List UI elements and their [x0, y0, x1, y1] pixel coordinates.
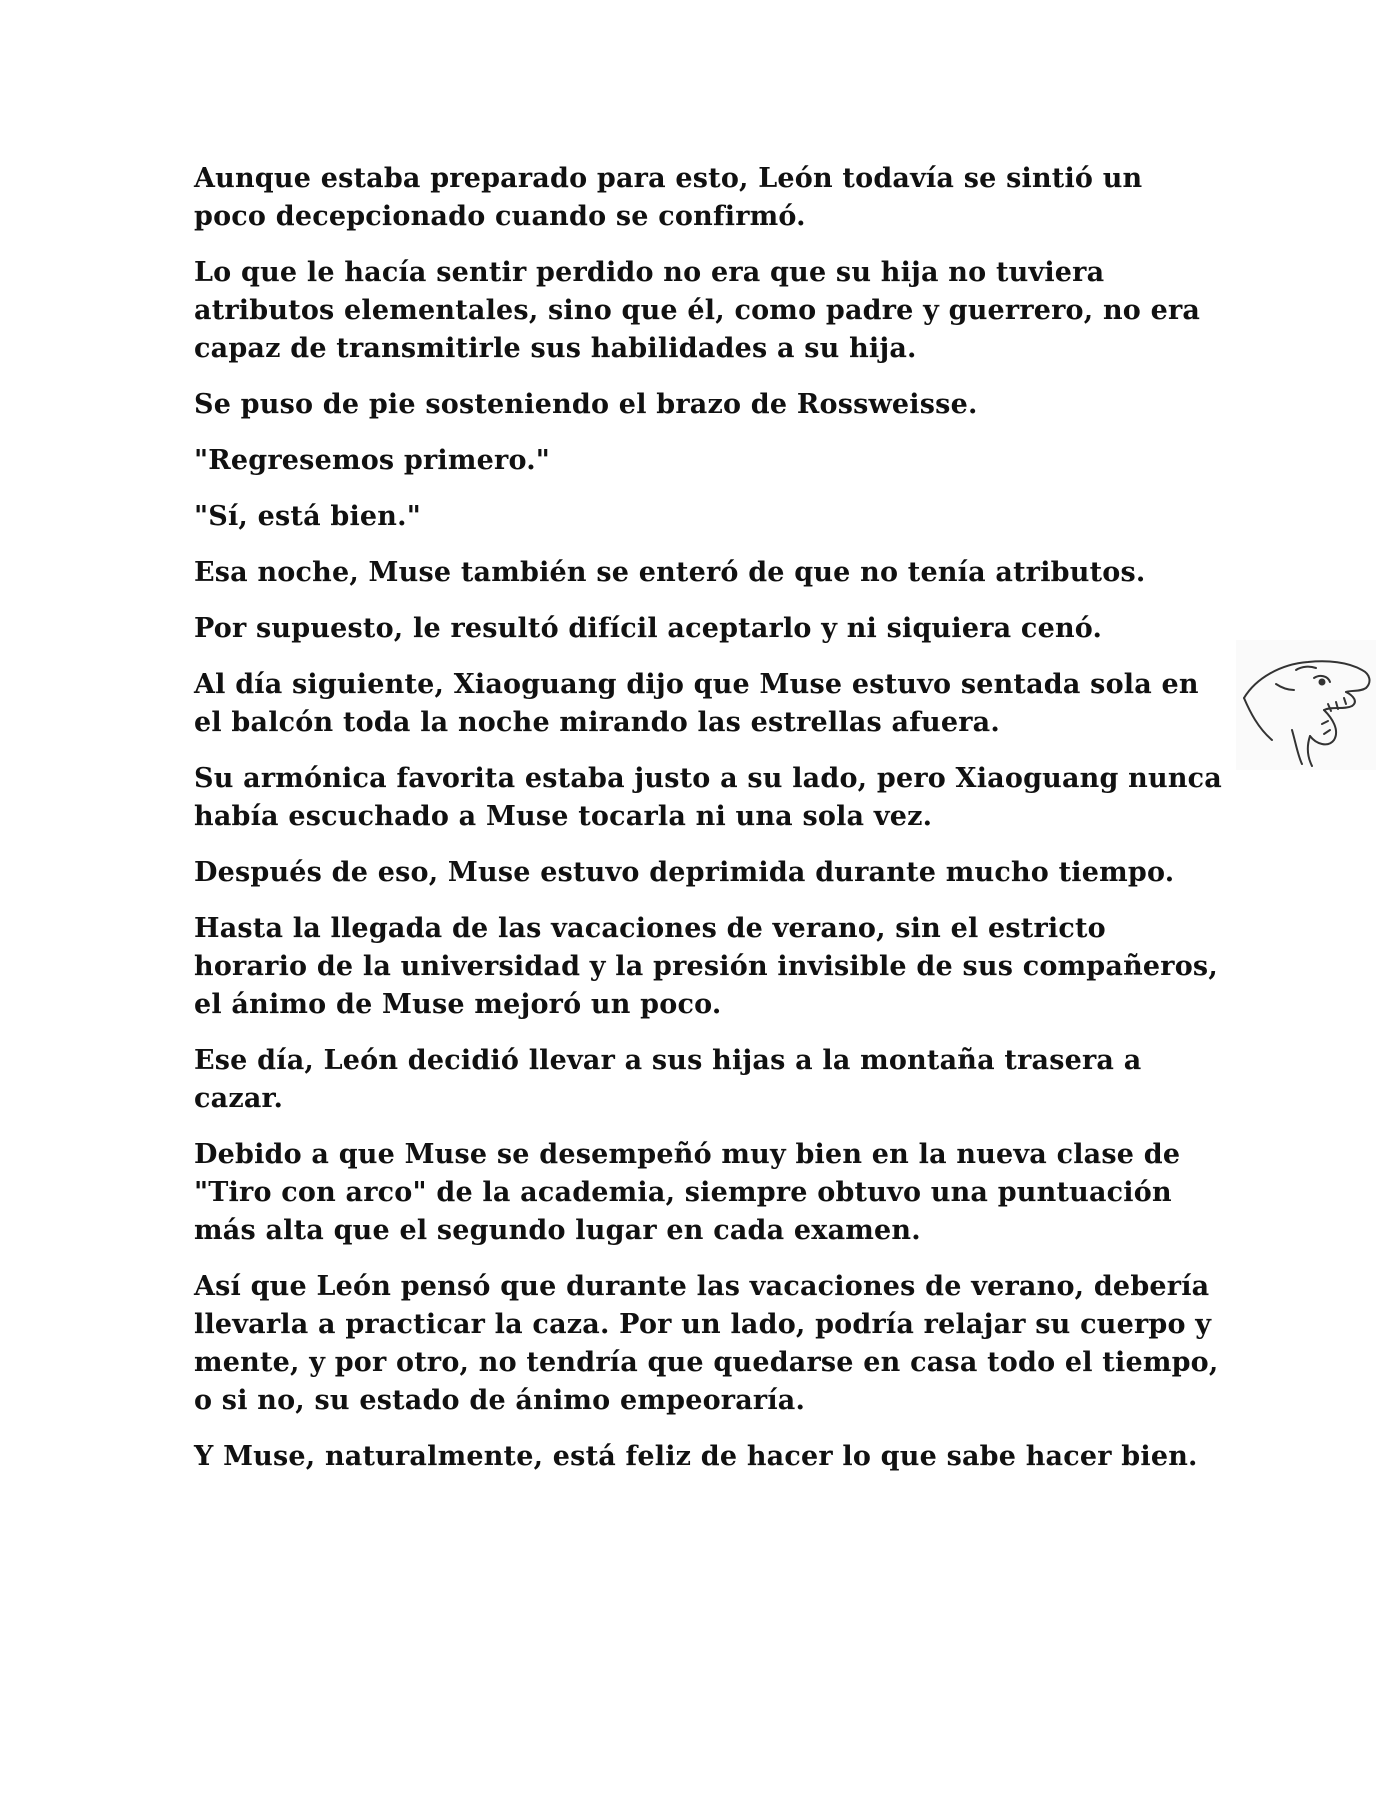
paragraph: Después de eso, Muse estuvo deprimida durante mucho tiempo. — [194, 857, 1175, 888]
paragraph: Por supuesto, le resultó difícil aceptarlo y ni siquiera cenó. — [194, 613, 1103, 644]
paragraph: Lo que le hacía sentir perdido no era que su hija no tuviera atributos elementales, sino que él, como padre y guerrero, no era capaz de transmitirle sus habilidades a su hija. — [194, 257, 1201, 364]
paragraph: Aunque estaba preparado para esto, León todavía se sintió un poco decepcionado cuando se confirmó. — [194, 163, 1143, 232]
paragraph: Hasta la llegada de las vacaciones de verano, sin el estricto horario de la universidad y la presión invisible de sus compañeros, el ánimo de Muse mejoró un poco. — [194, 913, 1218, 1020]
paragraph: Esa noche, Muse también se enteró de que no tenía atributos. — [194, 557, 1146, 588]
paragraph: Ese día, León decidió llevar a sus hijas a la montaña trasera a cazar. — [194, 1045, 1142, 1114]
paragraph: Se puso de pie sosteniendo el brazo de Rossweisse. — [194, 389, 978, 420]
paragraph: "Regresemos primero." — [194, 445, 551, 476]
dinosaur-head-sketch-icon — [1236, 640, 1376, 770]
paragraph: Así que León pensó que durante las vacaciones de verano, debería llevarla a practicar la caza. Por un lado, podría relajar su cuerpo y mente, y por otro, no tendría que quedarse en casa todo el tiempo, o si no, su estado de ánimo empeoraría. — [194, 1271, 1219, 1416]
paragraph: "Sí, está bien." — [194, 501, 421, 532]
paragraph: Y Muse, naturalmente, está feliz de hacer lo que sabe hacer bien. — [194, 1441, 1198, 1472]
paragraph: Debido a que Muse se desempeñó muy bien en la nueva clase de "Tiro con arco" de la academia, siempre obtuvo una puntuación más alta que el segundo lugar en cada examen. — [194, 1139, 1181, 1246]
paragraph: Al día siguiente, Xiaoguang dijo que Muse estuvo sentada sola en el balcón toda la noche mirando las estrellas afuera. — [194, 669, 1199, 738]
document-body — [194, 160, 1224, 1494]
paragraph: Su armónica favorita estaba justo a su lado, pero Xiaoguang nunca había escuchado a Muse tocarla ni una sola vez. — [194, 763, 1223, 832]
